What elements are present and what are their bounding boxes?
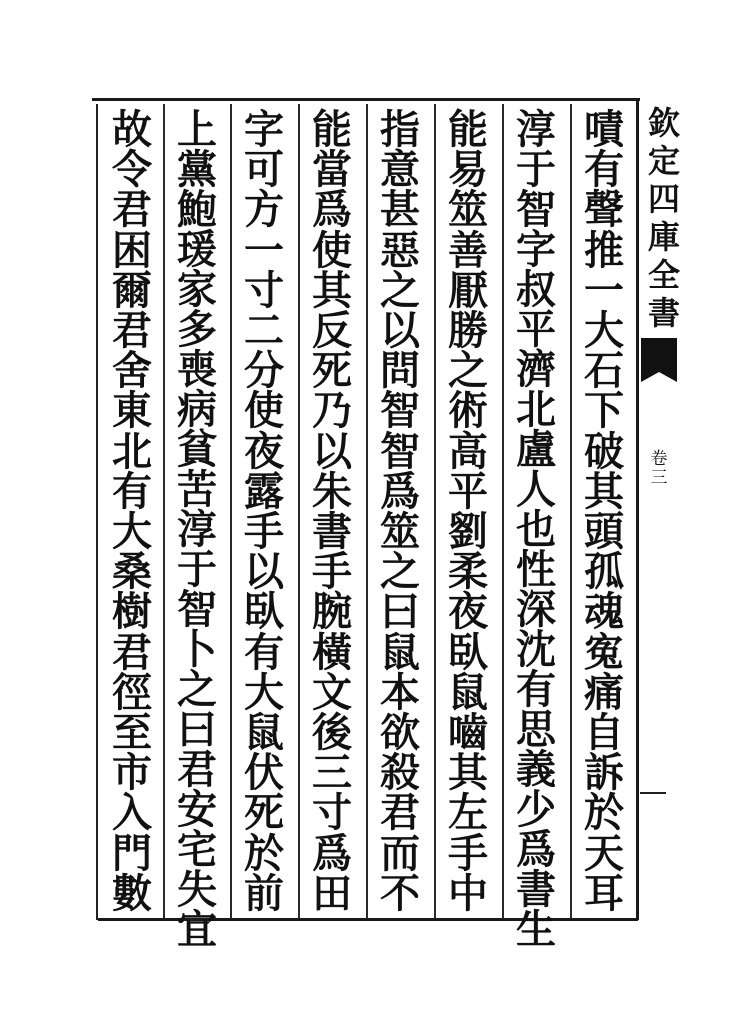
text-char: 能 [448, 106, 488, 153]
text-char: 舍 [112, 347, 152, 395]
text-char: 朱 [312, 467, 352, 515]
text-char: 徑 [112, 668, 152, 716]
text-char: 智 [380, 427, 420, 475]
text-char: 門 [112, 829, 152, 877]
margin-title-char: 定 [647, 142, 680, 180]
text-char: 前 [244, 869, 284, 917]
text-char: 黨 [177, 146, 217, 193]
text-char: 爲 [312, 186, 352, 234]
text-char: 以 [312, 427, 352, 475]
text-char: 大 [584, 307, 624, 355]
fish-tail-mark [641, 338, 677, 372]
text-char: 桑 [112, 548, 152, 596]
text-char: 濟 [516, 346, 556, 393]
text-char: 苦 [177, 466, 217, 513]
text-char: 耳 [584, 869, 624, 917]
text-char: 貧 [177, 426, 217, 473]
juan-label [648, 450, 670, 488]
text-char: 天 [584, 829, 624, 877]
text-column [368, 106, 432, 917]
text-char: 喪 [177, 346, 217, 393]
text-char: 上 [177, 106, 217, 153]
margin-title-char: 四 [647, 180, 680, 218]
text-char: 鼠 [448, 668, 488, 716]
text-char: 數 [112, 869, 152, 917]
text-char: 柔 [448, 548, 488, 596]
text-char: 一 [244, 226, 284, 274]
text-char: 之 [448, 347, 488, 395]
text-char: 而 [380, 829, 420, 877]
text-char: 當 [312, 146, 352, 194]
text-char: 厭 [448, 266, 488, 314]
left-border-rule [96, 104, 98, 920]
text-char: 手 [448, 829, 488, 877]
text-column [165, 106, 229, 953]
text-char: 殺 [380, 749, 420, 797]
text-char: 生 [516, 906, 556, 953]
text-char: 痛 [584, 668, 624, 716]
text-char: 劉 [448, 508, 488, 556]
text-char: 瑗 [177, 226, 217, 273]
text-char: 寃 [584, 628, 624, 676]
text-char: 爲 [380, 467, 420, 515]
text-char: 惡 [380, 226, 420, 274]
text-char: 北 [112, 427, 152, 475]
text-char: 書 [312, 508, 352, 556]
text-char: 字 [244, 106, 284, 153]
text-char: 反 [312, 307, 352, 355]
text-char: 筮 [380, 508, 420, 556]
text-char: 寸 [312, 789, 352, 837]
text-char: 平 [448, 467, 488, 515]
text-char: 寸 [244, 266, 284, 314]
text-char: 鼠 [380, 628, 420, 676]
text-char: 一 [584, 266, 624, 314]
text-char: 有 [112, 467, 152, 515]
text-char: 嚙 [448, 709, 488, 757]
text-char: 死 [312, 347, 352, 395]
text-char: 智 [380, 387, 420, 435]
text-char: 之 [177, 666, 217, 713]
text-char: 夜 [244, 427, 284, 475]
text-char: 勝 [448, 307, 488, 355]
text-char: 書 [516, 866, 556, 913]
margin-title-char: 全 [647, 256, 680, 294]
text-char: 病 [177, 386, 217, 433]
text-char: 有 [584, 146, 624, 194]
text-char: 其 [584, 467, 624, 515]
text-char: 家 [177, 266, 217, 313]
text-char: 有 [516, 666, 556, 713]
text-char: 能 [312, 106, 352, 153]
text-char: 以 [244, 548, 284, 596]
text-char: 爲 [516, 826, 556, 873]
text-char: 君 [380, 789, 420, 837]
text-char: 叔 [516, 266, 556, 313]
text-char: 智 [516, 186, 556, 233]
text-char: 意 [380, 146, 420, 194]
text-char: 問 [380, 347, 420, 395]
text-char: 之 [380, 548, 420, 596]
text-char: 指 [380, 106, 420, 153]
text-column [232, 106, 296, 917]
text-char: 智 [177, 586, 217, 633]
text-char: 故 [112, 106, 152, 153]
text-char: 宅 [177, 826, 217, 873]
text-char: 不 [380, 869, 420, 917]
text-char: 字 [516, 226, 556, 273]
text-char: 下 [584, 387, 624, 435]
text-char: 君 [112, 307, 152, 355]
text-char: 于 [516, 146, 556, 193]
text-char: 方 [244, 186, 284, 234]
text-column [436, 106, 500, 917]
text-char: 以 [380, 307, 420, 355]
text-char: 樹 [112, 588, 152, 636]
margin-title-char: 書 [647, 294, 680, 332]
text-char: 性 [516, 546, 556, 593]
text-char: 二 [244, 307, 284, 355]
text-char: 易 [448, 146, 488, 194]
juan-label-char: 三 [650, 468, 668, 488]
text-char: 石 [584, 347, 624, 395]
text-char: 爲 [312, 829, 352, 877]
text-char: 後 [312, 709, 352, 757]
margin-tick-mark [640, 792, 666, 794]
text-char: 露 [244, 467, 284, 515]
right-border-rule [636, 100, 639, 920]
text-char: 分 [244, 347, 284, 395]
text-char: 思 [516, 706, 556, 753]
text-char: 令 [112, 146, 152, 194]
text-char: 少 [516, 786, 556, 833]
text-char: 失 [177, 866, 217, 913]
text-column [572, 106, 636, 917]
text-char: 本 [380, 668, 420, 716]
book-title-margin [644, 104, 684, 332]
text-char: 多 [177, 306, 217, 353]
top-border-rule [92, 98, 640, 101]
text-char: 術 [448, 387, 488, 435]
text-char: 鼠 [244, 709, 284, 757]
text-char: 手 [244, 508, 284, 556]
text-char: 入 [112, 789, 152, 837]
text-char: 破 [584, 427, 624, 475]
text-char: 曰 [380, 588, 420, 636]
text-char: 卜 [177, 626, 217, 673]
text-char: 三 [312, 749, 352, 797]
text-char: 沈 [516, 626, 556, 673]
text-char: 於 [244, 829, 284, 877]
text-char: 孤 [584, 548, 624, 596]
text-column [300, 106, 364, 917]
text-char: 至 [112, 709, 152, 757]
text-char: 高 [448, 427, 488, 475]
text-char: 之 [380, 266, 420, 314]
text-char: 也 [516, 506, 556, 553]
juan-label-char: 卷 [650, 449, 668, 469]
text-char: 東 [112, 387, 152, 435]
text-char: 橫 [312, 628, 352, 676]
text-char: 宜 [177, 906, 217, 953]
text-char: 訴 [584, 749, 624, 797]
text-char: 鮑 [177, 186, 217, 233]
text-char: 欲 [380, 709, 420, 757]
text-char: 頭 [584, 508, 624, 556]
text-char: 曰 [177, 706, 217, 753]
margin-title-char: 庫 [647, 218, 680, 256]
text-char: 乃 [312, 387, 352, 435]
text-char: 筮 [448, 186, 488, 234]
text-char: 困 [112, 226, 152, 274]
text-char: 伏 [244, 749, 284, 797]
text-char: 於 [584, 789, 624, 837]
text-char: 安 [177, 786, 217, 833]
text-column [504, 106, 568, 953]
text-char: 甚 [380, 186, 420, 234]
text-char: 文 [312, 668, 352, 716]
text-char: 爾 [112, 266, 152, 314]
text-char: 嘖 [584, 106, 624, 153]
text-char: 義 [516, 746, 556, 793]
text-char: 腕 [312, 588, 352, 636]
text-char: 有 [244, 628, 284, 676]
text-char: 大 [112, 508, 152, 556]
text-char: 聲 [584, 186, 624, 234]
text-char: 推 [584, 226, 624, 274]
text-char: 臥 [244, 588, 284, 636]
text-char: 深 [516, 586, 556, 633]
text-char: 田 [312, 869, 352, 917]
text-char: 自 [584, 709, 624, 757]
text-char: 君 [112, 186, 152, 234]
text-char: 淳 [177, 506, 217, 553]
text-char: 市 [112, 749, 152, 797]
text-char: 左 [448, 789, 488, 837]
text-char: 君 [177, 746, 217, 793]
text-char: 魂 [584, 588, 624, 636]
text-char: 其 [312, 266, 352, 314]
text-char: 使 [312, 226, 352, 274]
text-char: 淳 [516, 106, 556, 153]
text-char: 人 [516, 466, 556, 513]
text-char: 死 [244, 789, 284, 837]
text-char: 于 [177, 546, 217, 593]
margin-title-char: 欽 [647, 104, 680, 142]
text-char: 善 [448, 226, 488, 274]
text-column [100, 106, 164, 917]
text-char: 平 [516, 306, 556, 353]
text-char: 盧 [516, 426, 556, 473]
text-char: 可 [244, 146, 284, 194]
text-char: 手 [312, 548, 352, 596]
text-char: 臥 [448, 628, 488, 676]
text-char: 北 [516, 386, 556, 433]
text-char: 其 [448, 749, 488, 797]
text-char: 君 [112, 628, 152, 676]
text-char: 大 [244, 668, 284, 716]
text-char: 中 [448, 869, 488, 917]
text-char: 夜 [448, 588, 488, 636]
text-char: 使 [244, 387, 284, 435]
